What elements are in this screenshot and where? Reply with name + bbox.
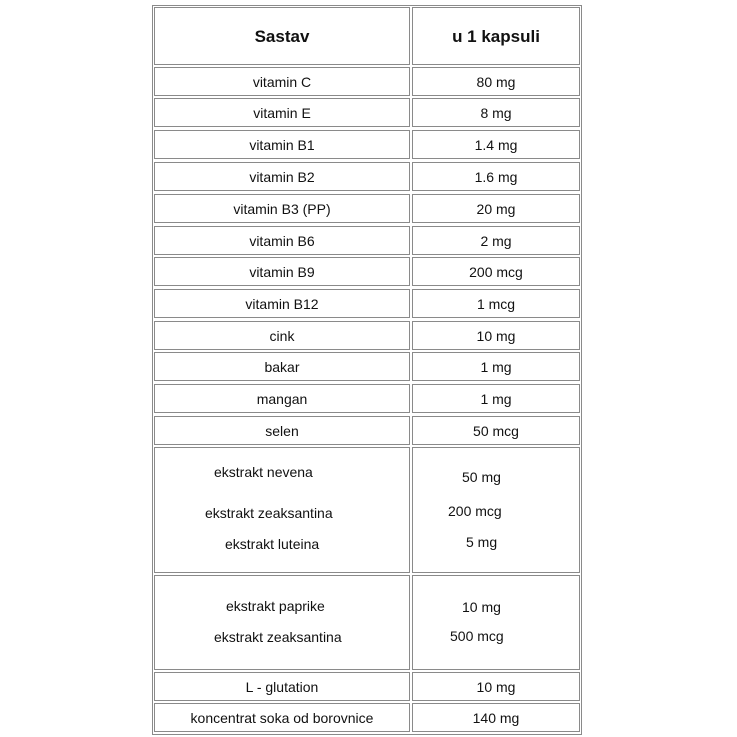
row-ingredient: selen	[154, 416, 410, 445]
row-amount: 10 mg	[412, 321, 580, 350]
row-ingredient: mangan	[154, 384, 410, 413]
row-amount: 1 mg	[412, 352, 580, 381]
row-amount: 200 mcg	[412, 257, 580, 286]
header-amount: u 1 kapsuli	[412, 7, 580, 65]
group-ingredient: ekstrakt zeaksantina	[205, 505, 333, 521]
row-amount: 10 mg	[412, 672, 580, 701]
row-amount: 20 mg	[412, 194, 580, 223]
group-amount: 200 mcg	[448, 503, 502, 519]
group-ingredient: ekstrakt luteina	[225, 536, 320, 552]
row-ingredient: vitamin C	[154, 67, 410, 96]
group-ingredient: ekstrakt nevena	[214, 464, 313, 480]
row-amount: 1 mcg	[412, 289, 580, 318]
group-ingredients-2	[154, 575, 410, 670]
group-amounts-2	[412, 575, 580, 670]
row-ingredient: koncentrat soka od borovnice	[154, 703, 410, 732]
row-amount: 1 mg	[412, 384, 580, 413]
row-ingredient: vitamin B3 (PP)	[154, 194, 410, 223]
row-amount: 2 mg	[412, 226, 580, 255]
row-ingredient: vitamin B9	[154, 257, 410, 286]
row-amount: 1.4 mg	[412, 130, 580, 159]
row-amount: 1.6 mg	[412, 162, 580, 191]
row-ingredient: vitamin B6	[154, 226, 410, 255]
header-ingredient: Sastav	[154, 7, 410, 65]
row-amount: 50 mcg	[412, 416, 580, 445]
group-amount: 10 mg	[462, 599, 501, 615]
group-amount: 50 mg	[462, 469, 501, 485]
row-amount: 8 mg	[412, 98, 580, 127]
row-ingredient: L - glutation	[154, 672, 410, 701]
row-ingredient: vitamin B2	[154, 162, 410, 191]
row-amount: 140 mg	[412, 703, 580, 732]
row-ingredient: vitamin E	[154, 98, 410, 127]
row-ingredient: vitamin B1	[154, 130, 410, 159]
group-amount: 500 mcg	[450, 628, 504, 644]
group-amount: 5 mg	[466, 534, 498, 550]
row-ingredient: bakar	[154, 352, 410, 381]
row-ingredient: vitamin B12	[154, 289, 410, 318]
row-ingredient: cink	[154, 321, 410, 350]
group-ingredient: ekstrakt zeaksantina	[214, 629, 342, 645]
row-amount: 80 mg	[412, 67, 580, 96]
group-ingredient: ekstrakt paprike	[226, 598, 325, 614]
